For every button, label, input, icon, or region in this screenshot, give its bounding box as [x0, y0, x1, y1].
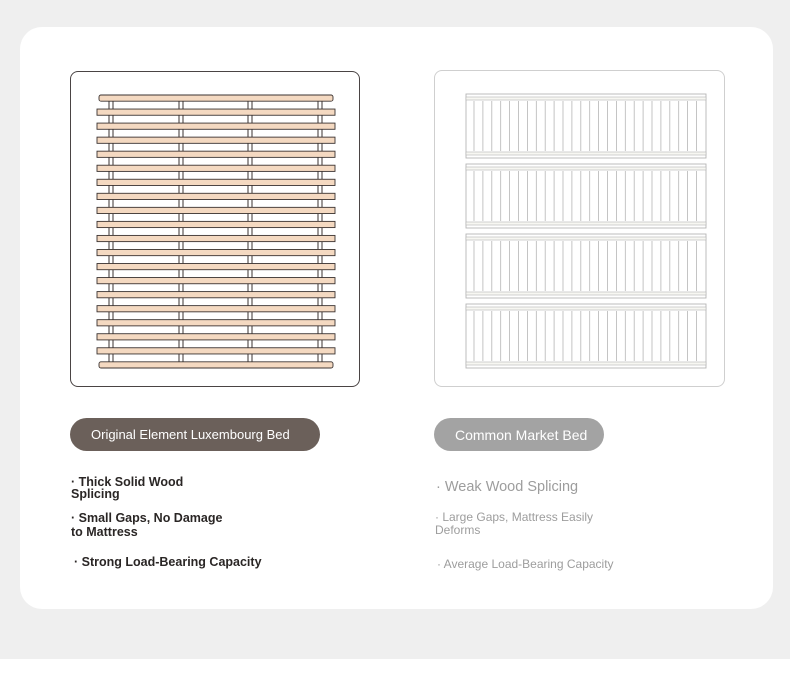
- wood-slat: [97, 249, 335, 255]
- panel-top-rail: [466, 167, 706, 170]
- wood-slat: [97, 109, 335, 115]
- feature-line: Deforms: [435, 523, 481, 537]
- luxembourg-bed-label-text: Original Element Luxembourg Bed: [91, 427, 290, 442]
- wood-slat: [97, 207, 335, 213]
- support-rail: [318, 95, 322, 368]
- wood-slat: [97, 348, 335, 354]
- feature-line: to Mattress: [71, 525, 138, 539]
- feature-line: · Average Load-Bearing Capacity: [437, 557, 614, 571]
- wood-slat: [97, 278, 335, 284]
- feature-line: Splicing: [71, 487, 120, 501]
- wood-slat: [97, 165, 335, 171]
- wood-slat: [97, 306, 335, 312]
- panel-top-rail: [466, 237, 706, 240]
- wood-slat: [97, 235, 335, 241]
- feature-line: · Weak Wood Splicing: [436, 479, 579, 495]
- market-bed-diagram: [434, 70, 725, 387]
- support-rail: [179, 95, 183, 368]
- wood-slat: [99, 95, 333, 101]
- panel-top-rail: [466, 97, 706, 100]
- panel-bottom-rail: [466, 152, 706, 155]
- wood-slat: [97, 193, 335, 199]
- wood-slat: [99, 362, 333, 368]
- panel-top-rail: [466, 307, 706, 310]
- feature-strong-load: [74, 556, 262, 568]
- wood-slat: [97, 123, 335, 129]
- feature-small-gaps: [71, 512, 222, 538]
- panel-bottom-rail: [466, 292, 706, 295]
- panel-bottom-rail: [466, 362, 706, 365]
- wood-slat: [97, 151, 335, 157]
- feature-line: · Large Gaps, Mattress Easily: [435, 510, 594, 524]
- wood-slat: [97, 334, 335, 340]
- wood-slat: [97, 264, 335, 270]
- market-bed-label-text: Common Market Bed: [455, 426, 588, 443]
- luxembourg-bed-diagram: [70, 71, 360, 387]
- wood-slat: [97, 221, 335, 227]
- feature-weak-splicing: [436, 481, 578, 493]
- feature-average-load: [437, 558, 614, 570]
- paneled-bed-frame-illustration: [435, 71, 726, 388]
- wood-slat: [97, 292, 335, 298]
- panel-bottom-rail: [466, 222, 706, 225]
- support-rail: [248, 95, 252, 368]
- feature-thick-solid-wood: [71, 476, 183, 500]
- wood-slat: [97, 137, 335, 143]
- luxembourg-bed-label: [70, 418, 320, 451]
- wood-slat: [97, 179, 335, 185]
- feature-large-gaps: [435, 511, 593, 536]
- support-rail: [109, 95, 113, 368]
- feature-line: · Small Gaps, No Damage: [71, 511, 223, 525]
- market-bed-label: [434, 418, 604, 451]
- slatted-bed-frame-illustration: [71, 72, 361, 388]
- feature-line: · Strong Load-Bearing Capacity: [74, 555, 262, 569]
- feature-line: · Thick Solid Wood: [71, 475, 184, 489]
- wood-slat: [97, 320, 335, 326]
